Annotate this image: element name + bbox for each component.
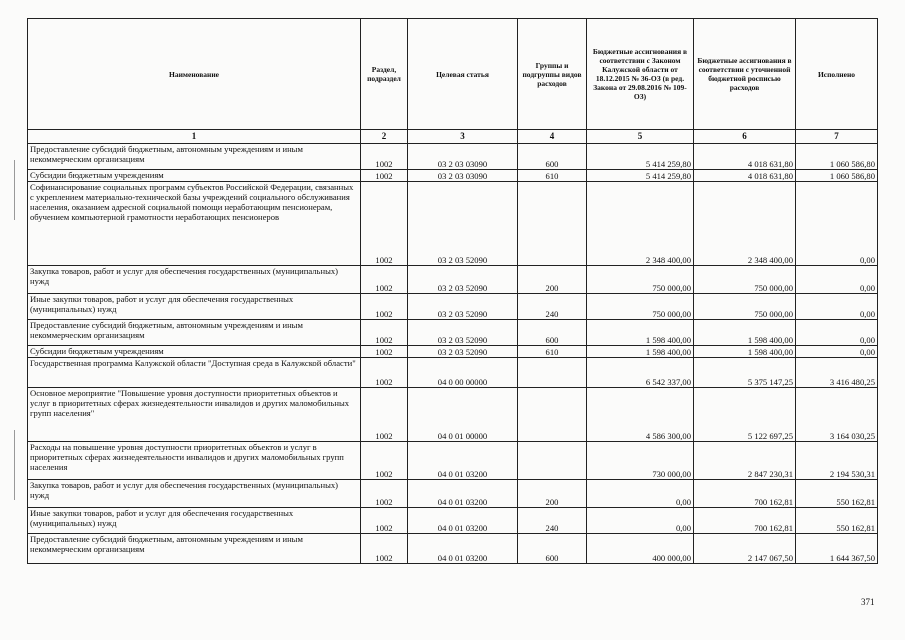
table-row: [28, 508, 878, 534]
row-executed: 0,00: [796, 346, 878, 358]
row-section: 1002: [361, 388, 408, 442]
row-assign-law: 5 414 259,80: [587, 170, 694, 182]
header-assign-refined: Бюджетные ассигнования в соответствии с уточненной бюджетной росписью расходов: [694, 19, 796, 130]
row-target: 03 2 03 03090: [408, 144, 518, 170]
row-executed: 0,00: [796, 182, 878, 266]
header-target: Целевая статья: [408, 19, 518, 130]
table-row: [28, 534, 878, 564]
row-target: 04 0 01 03200: [408, 480, 518, 508]
row-group: 200: [518, 266, 587, 294]
header-executed: Исполнено: [796, 19, 878, 130]
row-section: 1002: [361, 294, 408, 320]
column-number: 5: [587, 130, 694, 144]
row-target: 03 2 03 52090: [408, 320, 518, 346]
table-row: [28, 388, 878, 442]
page-number: 371: [861, 597, 875, 607]
row-name: Иные закупки товаров, работ и услуг для обеспечения государственных (муниципальных) нужд: [28, 294, 361, 320]
scan-edge-mark: [14, 430, 15, 500]
row-assign-law: 0,00: [587, 480, 694, 508]
row-name: Основное мероприятие "Повышение уровня доступности приоритетных объектов и услуг в приоритетных сферах жизнедеятельности инвалидов и других маломобильных групп населения": [28, 388, 361, 442]
column-number: 1: [28, 130, 361, 144]
column-number-row: [28, 130, 878, 144]
table-row: [28, 294, 878, 320]
row-executed: 550 162,81: [796, 508, 878, 534]
row-section: 1002: [361, 358, 408, 388]
row-section: 1002: [361, 266, 408, 294]
row-target: 04 0 01 03200: [408, 534, 518, 564]
column-number: 7: [796, 130, 878, 144]
row-assign-law: 5 414 259,80: [587, 144, 694, 170]
row-name: Предоставление субсидий бюджетным, автономным учреждениям и иным некоммерческим организациям: [28, 144, 361, 170]
row-section: 1002: [361, 508, 408, 534]
row-assign-law: 730 000,00: [587, 442, 694, 480]
row-name: Софинансирование социальных программ субъектов Российской Федерации, связанных с укреплением материально-технической базы учреждений социального обслуживания населения, оказанием адресной социальной помощи неработающим пенсионерам, обучением компьютерной грамотности неработающих пенсионеров: [28, 182, 361, 266]
row-assign-refined: 4 018 631,80: [694, 144, 796, 170]
budget-table: [27, 18, 878, 564]
row-group: 600: [518, 144, 587, 170]
header-section: Раздел, подраздел: [361, 19, 408, 130]
row-target: 03 2 03 52090: [408, 266, 518, 294]
column-number: 2: [361, 130, 408, 144]
row-section: 1002: [361, 480, 408, 508]
row-name: Субсидии бюджетным учреждениям: [28, 346, 361, 358]
row-group: 600: [518, 320, 587, 346]
row-executed: 0,00: [796, 294, 878, 320]
row-section: 1002: [361, 346, 408, 358]
row-name: Субсидии бюджетным учреждениям: [28, 170, 361, 182]
column-number: 4: [518, 130, 587, 144]
row-executed: 2 194 530,31: [796, 442, 878, 480]
row-name: Закупка товаров, работ и услуг для обеспечения государственных (муниципальных) нужд: [28, 480, 361, 508]
row-target: 04 0 01 03200: [408, 508, 518, 534]
table-row: [28, 480, 878, 508]
row-group: [518, 358, 587, 388]
row-name: Закупка товаров, работ и услуг для обеспечения государственных (муниципальных) нужд: [28, 266, 361, 294]
row-assign-refined: 4 018 631,80: [694, 170, 796, 182]
row-name: Иные закупки товаров, работ и услуг для обеспечения государственных (муниципальных) нужд: [28, 508, 361, 534]
row-assign-refined: 700 162,81: [694, 480, 796, 508]
table-row: [28, 182, 878, 266]
table-row: [28, 442, 878, 480]
row-assign-law: 1 598 400,00: [587, 320, 694, 346]
row-assign-refined: 5 375 147,25: [694, 358, 796, 388]
row-executed: 1 060 586,80: [796, 144, 878, 170]
header-row: [28, 19, 878, 130]
row-assign-law: 400 000,00: [587, 534, 694, 564]
row-assign-refined: 2 847 230,31: [694, 442, 796, 480]
row-group: 610: [518, 170, 587, 182]
row-group: 610: [518, 346, 587, 358]
row-executed: 3 416 480,25: [796, 358, 878, 388]
row-executed: 0,00: [796, 266, 878, 294]
row-assign-law: 750 000,00: [587, 294, 694, 320]
row-executed: 1 644 367,50: [796, 534, 878, 564]
row-target: 04 0 01 00000: [408, 388, 518, 442]
row-target: 03 2 03 52090: [408, 182, 518, 266]
table-row: [28, 346, 878, 358]
row-assign-law: 0,00: [587, 508, 694, 534]
row-target: 03 2 03 52090: [408, 346, 518, 358]
row-section: 1002: [361, 534, 408, 564]
row-target: 04 0 00 00000: [408, 358, 518, 388]
row-assign-refined: 1 598 400,00: [694, 320, 796, 346]
row-group: 600: [518, 534, 587, 564]
column-number: 6: [694, 130, 796, 144]
row-executed: 1 060 586,80: [796, 170, 878, 182]
row-assign-refined: 2 147 067,50: [694, 534, 796, 564]
row-assign-law: 750 000,00: [587, 266, 694, 294]
row-name: Расходы на повышение уровня доступности приоритетных объектов и услуг в приоритетных сферах жизнедеятельности инвалидов и других маломобильных групп населения: [28, 442, 361, 480]
header-name: Наименование: [28, 19, 361, 130]
row-target: 03 2 03 52090: [408, 294, 518, 320]
table-row: [28, 358, 878, 388]
row-group: 240: [518, 508, 587, 534]
row-executed: 3 164 030,25: [796, 388, 878, 442]
row-executed: 550 162,81: [796, 480, 878, 508]
row-assign-refined: 750 000,00: [694, 294, 796, 320]
row-name: Государственная программа Калужской области "Доступная среда в Калужской области": [28, 358, 361, 388]
header-assign-law: Бюджетные ассигнования в соответствии с Законом Калужской области от 18.12.2015 № 36-ОЗ (в ред. Закона от 29.08.2016 № 109-ОЗ): [587, 19, 694, 130]
table-body: [28, 144, 878, 564]
row-group: [518, 442, 587, 480]
row-assign-refined: 5 122 697,25: [694, 388, 796, 442]
row-assign-law: 4 586 300,00: [587, 388, 694, 442]
row-assign-refined: 1 598 400,00: [694, 346, 796, 358]
row-section: 1002: [361, 170, 408, 182]
table-row: [28, 144, 878, 170]
table-row: [28, 266, 878, 294]
row-section: 1002: [361, 182, 408, 266]
row-executed: 0,00: [796, 320, 878, 346]
row-target: 04 0 01 03200: [408, 442, 518, 480]
row-assign-refined: 700 162,81: [694, 508, 796, 534]
row-name: Предоставление субсидий бюджетным, автономным учреждениям и иным некоммерческим организациям: [28, 534, 361, 564]
row-assign-refined: 2 348 400,00: [694, 182, 796, 266]
column-number: 3: [408, 130, 518, 144]
header-groups: Группы и подгруппы видов расходов: [518, 19, 587, 130]
row-group: 240: [518, 294, 587, 320]
row-assign-law: 1 598 400,00: [587, 346, 694, 358]
scan-edge-mark: [14, 160, 15, 220]
row-section: 1002: [361, 144, 408, 170]
row-assign-law: 6 542 337,00: [587, 358, 694, 388]
row-assign-refined: 750 000,00: [694, 266, 796, 294]
row-section: 1002: [361, 320, 408, 346]
row-group: [518, 182, 587, 266]
table-row: [28, 320, 878, 346]
row-group: [518, 388, 587, 442]
table-row: [28, 170, 878, 182]
row-target: 03 2 03 03090: [408, 170, 518, 182]
row-name: Предоставление субсидий бюджетным, автономным учреждениям и иным некоммерческим организациям: [28, 320, 361, 346]
row-group: 200: [518, 480, 587, 508]
row-assign-law: 2 348 400,00: [587, 182, 694, 266]
row-section: 1002: [361, 442, 408, 480]
